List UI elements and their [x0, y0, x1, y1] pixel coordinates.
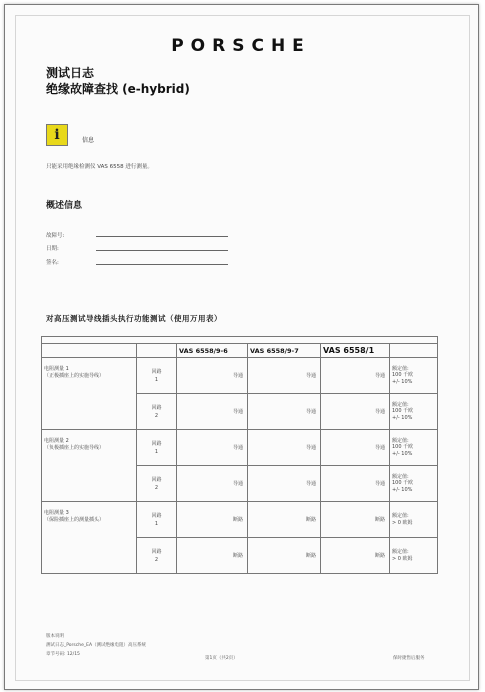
test-table	[41, 336, 438, 574]
table-heading: 对高压测试导线插头执行功能测试（使用万用表）	[46, 314, 222, 323]
cell-value[interactable]: 导通	[321, 430, 390, 466]
cell-value[interactable]: 导通	[248, 394, 321, 430]
row-loop: 回路 1	[137, 502, 177, 538]
field-label-signature: 签名:	[46, 260, 59, 266]
row-category: 电阻测量 1 （正极插座上的实施导线）	[42, 358, 137, 430]
row-category: 电阻测量 3 （保险插座上的测量插头）	[42, 502, 137, 574]
info-text: 只能采用绝缘检测仪 VAS 6558 进行测量。	[46, 164, 153, 170]
cell-spec: 额定值: 100 千欧 +/- 10%	[390, 430, 438, 466]
cell-value[interactable]: 导通	[177, 394, 248, 430]
footer-version: 版本说明	[46, 634, 64, 639]
row-category: 电阻测量 2 （负极插座上的实施导线）	[42, 430, 137, 502]
footer-doc-name: 测试日志_Porsche_EA（测试绝缘电阻）高压系统	[46, 643, 147, 648]
cell-value[interactable]: 导通	[177, 358, 248, 394]
column-header: VAS 6558/9-7	[248, 344, 321, 358]
cell-value[interactable]: 导通	[248, 358, 321, 394]
cell-spec: 额定值: 100 千欧 +/- 10%	[390, 466, 438, 502]
column-header	[42, 344, 137, 358]
cell-spec: 额定值: > 0 欧姆	[390, 502, 438, 538]
cell-value[interactable]: 断路	[248, 502, 321, 538]
cell-value[interactable]: 导通	[177, 430, 248, 466]
column-header	[137, 344, 177, 358]
field-line-signature[interactable]	[96, 264, 228, 265]
table-header-row	[42, 344, 438, 358]
cell-spec: 额定值: > 0 欧姆	[390, 538, 438, 574]
field-label-date: 日期:	[46, 246, 59, 252]
cell-value[interactable]: 导通	[177, 466, 248, 502]
table-row	[42, 358, 438, 394]
row-loop: 回路 2	[137, 466, 177, 502]
cell-value[interactable]: 导通	[321, 358, 390, 394]
field-line-fault-no[interactable]	[96, 236, 228, 237]
info-label: 信息	[82, 137, 95, 144]
cell-value[interactable]: 断路	[321, 502, 390, 538]
row-loop: 回路 1	[137, 358, 177, 394]
column-header	[390, 344, 438, 358]
cell-spec: 额定值: 100 千欧 +/- 10%	[390, 358, 438, 394]
doc-subtitle: 绝缘故障查找 (e-hybrid)	[46, 82, 190, 96]
footer-section: 章节号码: 12/15	[46, 652, 80, 657]
cell-value[interactable]: 断路	[177, 538, 248, 574]
column-header: VAS 6558/9-6	[177, 344, 248, 358]
info-icon: i	[46, 124, 68, 146]
table-row	[42, 502, 438, 538]
cell-value[interactable]: 导通	[321, 466, 390, 502]
porsche-logo: PORSCHE	[171, 36, 311, 56]
cell-value[interactable]: 断路	[248, 538, 321, 574]
cell-value[interactable]: 导通	[248, 466, 321, 502]
field-label-fault-no: 故障号:	[46, 233, 65, 239]
footer-page-number: 第1页（共2页）	[205, 656, 238, 661]
cell-value[interactable]: 导通	[248, 430, 321, 466]
cell-value[interactable]: 断路	[177, 502, 248, 538]
field-line-date[interactable]	[96, 250, 228, 251]
row-loop: 回路 2	[137, 394, 177, 430]
cell-value[interactable]: 断路	[321, 538, 390, 574]
footer-right: 保时捷售后服务	[393, 656, 425, 661]
row-loop: 回路 2	[137, 538, 177, 574]
table-top-row	[42, 337, 438, 344]
general-heading: 概述信息	[46, 201, 83, 211]
row-loop: 回路 1	[137, 430, 177, 466]
table-row	[42, 430, 438, 466]
cell-spec: 额定值: 100 千欧 +/- 10%	[390, 394, 438, 430]
column-header: VAS 6558/1	[321, 344, 390, 358]
cell-value[interactable]: 导通	[321, 394, 390, 430]
doc-title: 测试日志	[46, 66, 95, 80]
